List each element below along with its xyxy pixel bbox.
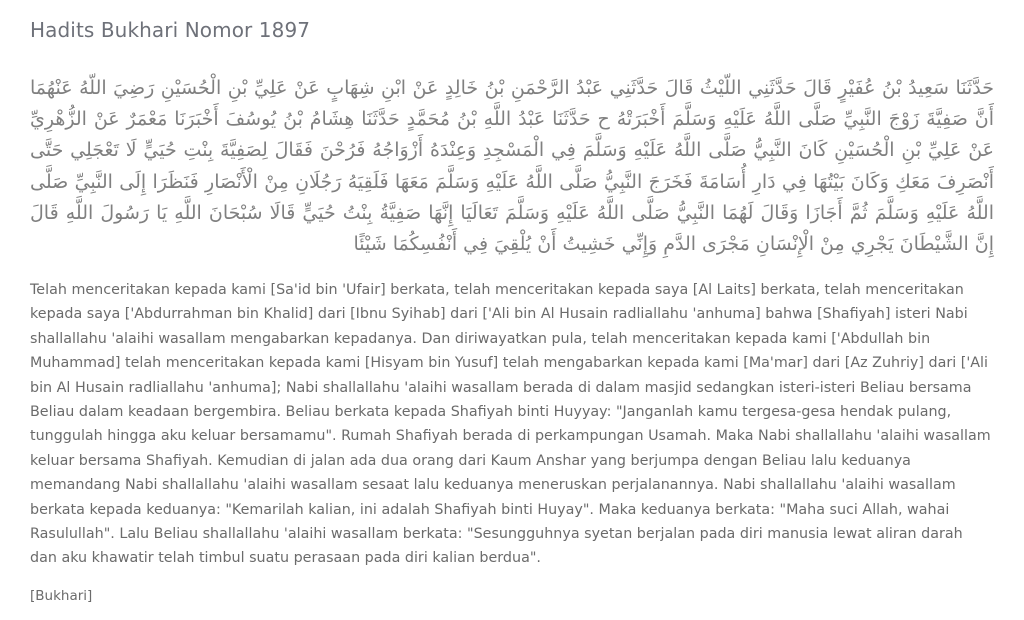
translation-text: Telah menceritakan kepada kami [Sa'id bin 'Ufair] berkata, telah menceritakan kepada saya [Al Laits] berkata, telah menceritakan kepada saya ['Abdurrahman bin Khalid] dari [Ibnu Syihab] dari ['Ali bin Al Husain radliallahu 'anhuma] bahwa [Shafiyah] isteri Nabi shallallahu 'alaihi wasallam mengabarkan kepadanya. Dan diriwayatkan pula, telah menceritakan kepada kami ['Abdullah bin Muhammad] telah menceritakan kepada kami [Hisyam bin Yusuf] telah mengabarkan kepada kami [Ma'mar] dari [Az Zuhriy] dari ['Ali bin Al Husain radliallahu 'anhuma]; Nabi shallallahu 'alaihi wasallam berada di dalam masjid sedangkan isteri-isteri Beliau bersama Beliau dalam keadaan bergembira. Beliau berkata kepada Shafiyah binti Huyyay: "Janganlah kamu tergesa-gesa hendak pulang, tunggulah hingga aku keluar bersamamu". Rumah Shafiyah berada di perkampungan Usamah. Maka Nabi shallallahu 'alaihi wasallam keluar bersama Shafiyah. Kemudian di jalan ada dua orang dari Kaum Anshar yang berjumpa dengan Beliau lalu keduanya memandang Nabi shallallahu 'alaihi wasallam sesaat lalu keduanya meneruskan perjalanannya. Nabi shallallahu 'alaihi wasallam berkata kepada keduanya: "Kemarilah kalian, ini adalah Shafiyah binti Huyay". Maka keduanya berkata: "Maha suci Allah, wahai Rasulullah". Lalu Beliau shallallahu 'alaihi wasallam berkata: "Sesungguhnya syetan berjalan pada diri manusia lewat aliran darah dan aku khawatir telah timbul suatu perasaan pada diri kalian berdua".	[30, 282, 991, 567]
arabic-text: حَدَّثَنَا سَعِيدُ بْنُ عُفَيْرٍ قَالَ حَدَّثَنِي اللَّيْثُ قَالَ حَدَّثَنِي عَبْدُ الرَّحْمَنِ بْنُ خَالِدٍ عَنْ ابْنِ شِهَابٍ عَنْ عَلِيِّ بْنِ الْحُسَيْنِ رَضِيَ اللَّهُ عَنْهُمَا أَنَّ صَفِيَّةَ زَوْجَ النَّبِيِّ صَلَّى اللَّهُ عَلَيْهِ وَسَلَّمَ أَخْبَرَتْهُ ح حَدَّثَنَا عَبْدُ اللَّهِ بْنُ مُحَمَّدٍ حَدَّثَنَا هِشَامُ بْنُ يُوسُفَ أَخْبَرَنَا مَعْمَرٌ عَنْ الزُّهْرِيِّ عَنْ عَلِيِّ بْنِ الْحُسَيْنِ كَانَ النَّبِيُّ صَلَّى اللَّهُ عَلَيْهِ وَسَلَّمَ فِي الْمَسْجِدِ وَعِنْدَهُ أَزْوَاجُهُ فَرُحْنَ فَقَالَ لِصَفِيَّةَ بِنْتِ حُيَيٍّ لَا تَعْجَلِي حَتَّى أَنْصَرِفَ مَعَكِ وَكَانَ بَيْتُهَا فِي دَارِ أُسَامَةَ فَخَرَجَ النَّبِيُّ صَلَّى اللَّهُ عَلَيْهِ وَسَلَّمَ مَعَهَا فَلَقِيَهُ رَجُلَانِ مِنْ الْأَنْصَارِ فَنَظَرَا إِلَى النَّبِيِّ صَلَّى اللَّهُ عَلَيْهِ وَسَلَّمَ ثُمَّ أَجَازَا وَقَالَ لَهُمَا النَّبِيُّ صَلَّى اللَّهُ عَلَيْهِ وَسَلَّمَ تَعَالَيَا إِنَّهَا صَفِيَّةُ بِنْتُ حُيَيٍّ قَالَا سُبْحَانَ اللَّهِ يَا رَسُولَ اللَّهِ قَالَ إِنَّ الشَّيْطَانَ يَجْرِي مِنْ الْإِنْسَانِ مَجْرَى الدَّمِ وَإِنِّي خَشِيتُ أَنْ يُلْقِيَ فِي أَنْفُسِكُمَا شَيْئًا	[30, 77, 994, 256]
page-title: Hadits Bukhari Nomor 1897	[30, 18, 311, 42]
hadith-article	[30, 0, 994, 606]
source-label: [Bukhari]	[30, 587, 93, 604]
